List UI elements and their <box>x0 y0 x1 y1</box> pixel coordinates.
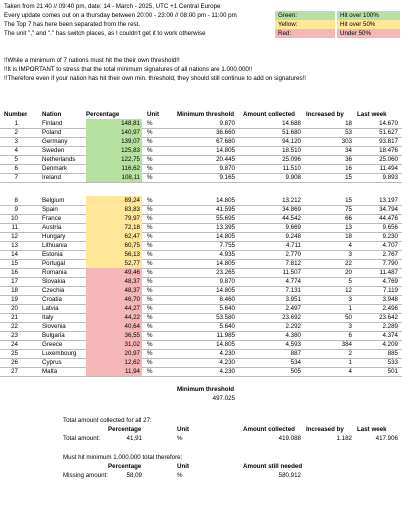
cell-last-week: 11.487 <box>379 269 398 276</box>
cell-number: 27 <box>11 368 18 375</box>
cell-amount-collected: 9.908 <box>285 174 301 181</box>
cell-increased-by: 384 <box>341 341 352 348</box>
cell-min-threshold: 13.395 <box>216 224 235 231</box>
cell-unit: % <box>147 215 153 222</box>
table-row <box>0 146 402 155</box>
cell-amount-collected: 4.380 <box>285 332 301 339</box>
cell-nation: Bulgaria <box>42 332 65 339</box>
table-row <box>0 128 402 137</box>
cell-number: 26 <box>11 359 18 366</box>
cell-last-week: 2.289 <box>382 323 398 330</box>
table-row <box>0 214 402 223</box>
cell-increased-by: 1 <box>348 359 352 366</box>
cell-min-threshold: 14.805 <box>216 197 235 204</box>
header-amount-collected: Amount collected <box>243 111 295 118</box>
cell-min-threshold: 9.870 <box>219 278 235 285</box>
cell-last-week: 25.060 <box>379 156 398 163</box>
cell-min-threshold: 36.660 <box>216 129 235 136</box>
table-row <box>0 259 402 268</box>
cell-number: 12 <box>11 233 18 240</box>
cell-nation: Croatia <box>42 296 62 303</box>
cell-amount-collected: 51.680 <box>282 129 301 136</box>
cell-amount-collected: 7.812 <box>285 260 301 267</box>
min-threshold-sum-value: 497.025 <box>212 395 235 402</box>
cell-unit: % <box>147 174 153 181</box>
cell-nation: Austria <box>42 224 62 231</box>
cell-min-threshold: 9.165 <box>219 174 235 181</box>
cell-unit: % <box>147 233 153 240</box>
cell-nation: Portugal <box>42 260 66 267</box>
cell-number: 18 <box>11 287 18 294</box>
cell-unit: % <box>147 138 153 145</box>
cell-last-week: 13.197 <box>379 197 398 204</box>
cell-last-week: 885 <box>387 350 398 357</box>
cell-increased-by: 4 <box>348 368 352 375</box>
cell-increased-by: 50 <box>345 314 352 321</box>
info-line-1: Taken from 21:40 // 09:40 pm, date: 14 - March - 2025, UTC +1 Central Europe <box>4 3 221 10</box>
cell-unit: % <box>147 147 153 154</box>
cell-percentage: 44,27 <box>86 304 142 313</box>
cell-nation: Estonia <box>42 251 63 258</box>
cell-increased-by: 15 <box>345 197 352 204</box>
cell-last-week: 7.790 <box>382 260 398 267</box>
cell-amount-collected: 23.692 <box>282 314 301 321</box>
cell-min-threshold: 7.755 <box>219 242 235 249</box>
cell-min-threshold: 5.640 <box>219 305 235 312</box>
cell-increased-by: 3 <box>348 296 352 303</box>
cell-amount-collected: 11.510 <box>282 165 301 172</box>
cell-number: 10 <box>11 215 18 222</box>
cell-number: 4 <box>14 147 18 154</box>
cell-last-week: 9.893 <box>382 174 398 181</box>
cell-increased-by: 3 <box>348 251 352 258</box>
cell-percentage: 48,37 <box>86 277 142 286</box>
cell-unit: % <box>147 368 153 375</box>
cell-min-threshold: 14.805 <box>216 233 235 240</box>
cell-increased-by: 66 <box>345 215 352 222</box>
cell-nation: Latvia <box>42 305 59 312</box>
table-row <box>0 331 402 340</box>
cell-amount-collected: 13.212 <box>282 197 301 204</box>
table-row <box>0 340 402 349</box>
cell-percentage: 20,97 <box>86 349 142 358</box>
cell-percentage: 116,62 <box>86 164 142 173</box>
cell-number: 24 <box>11 341 18 348</box>
cell-min-threshold: 9.870 <box>219 165 235 172</box>
cell-amount-collected: 2.292 <box>285 323 301 330</box>
cell-nation: Greece <box>42 341 63 348</box>
total-title: Total amount collected for all 27: <box>63 417 152 424</box>
table-row <box>0 268 402 277</box>
cell-amount-collected: 34.869 <box>282 206 301 213</box>
cell-last-week: 2.767 <box>382 251 398 258</box>
table-row <box>0 349 402 358</box>
cell-percentage: 46,70 <box>86 295 142 304</box>
cell-last-week: 501 <box>387 368 398 375</box>
cell-min-threshold: 4.935 <box>219 251 235 258</box>
cell-amount-collected: 4.774 <box>285 278 301 285</box>
table-row <box>0 304 402 313</box>
total-last-week: 417.906 <box>375 435 398 442</box>
legend-green-text: Hit over 100% <box>337 11 400 20</box>
cell-percentage: 79,97 <box>86 214 142 223</box>
cell-increased-by: 22 <box>345 260 352 267</box>
header-min-threshold: Minimum threshold <box>177 111 235 118</box>
total-collected: 419.088 <box>278 435 301 442</box>
missing-label: Missing amount: <box>63 472 109 479</box>
cell-amount-collected: 44.542 <box>282 215 301 222</box>
cell-min-threshold: 4.230 <box>219 368 235 375</box>
cell-increased-by: 1 <box>348 305 352 312</box>
cell-nation: Germany <box>42 138 68 145</box>
cell-unit: % <box>147 359 153 366</box>
total-title-row <box>0 416 402 425</box>
header-nation: Nation <box>42 111 62 118</box>
info-line-2: Every update comes out on a thursday between 20:00 - 23:00 // 08:00 pm - 11:00 pm <box>4 12 237 19</box>
cell-percentage: 125,83 <box>86 146 142 155</box>
cell-last-week: 44.476 <box>379 215 398 222</box>
cell-number: 1 <box>14 120 18 127</box>
cell-amount-collected: 505 <box>290 368 301 375</box>
cell-number: 9 <box>14 206 18 213</box>
total-label: Total amount: <box>63 435 101 442</box>
cell-last-week: 23.642 <box>379 314 398 321</box>
cell-last-week: 7.119 <box>382 287 398 294</box>
cell-min-threshold: 23.265 <box>216 269 235 276</box>
cell-percentage: 11,94 <box>86 367 142 376</box>
cell-amount-collected: 94.120 <box>282 138 301 145</box>
cell-min-threshold: 4.230 <box>219 350 235 357</box>
missing-unit: % <box>177 472 183 479</box>
cell-percentage: 56,13 <box>86 250 142 259</box>
cell-amount-collected: 14.688 <box>282 120 301 127</box>
cell-unit: % <box>147 350 153 357</box>
cell-nation: Poland <box>42 129 62 136</box>
cell-number: 3 <box>14 138 18 145</box>
cell-min-threshold: 5.640 <box>219 323 235 330</box>
cell-min-threshold: 55.695 <box>216 215 235 222</box>
cell-nation: Netherlands <box>42 156 76 163</box>
cell-amount-collected: 3.951 <box>285 296 301 303</box>
cell-amount-collected: 4.593 <box>285 341 301 348</box>
cell-amount-collected: 534 <box>290 359 301 366</box>
cell-unit: % <box>147 323 153 330</box>
cell-min-threshold: 41.595 <box>216 206 235 213</box>
cell-min-threshold: 14.805 <box>216 341 235 348</box>
cell-last-week: 9.230 <box>382 233 398 240</box>
missing-header-row: Percentage Unit Amount still needed <box>108 463 303 470</box>
table-row <box>0 164 402 173</box>
cell-number: 15 <box>11 260 18 267</box>
table-row <box>0 119 402 128</box>
cell-unit: % <box>147 341 153 348</box>
cell-increased-by: 18 <box>345 233 352 240</box>
cell-min-threshold: 20.445 <box>216 156 235 163</box>
table-row <box>0 250 402 259</box>
cell-increased-by: 12 <box>345 287 352 294</box>
table-row <box>0 358 402 367</box>
cell-increased-by: 4 <box>348 242 352 249</box>
cell-increased-by: 303 <box>341 138 352 145</box>
missing-percentage: 58,09 <box>126 472 142 479</box>
legend-red-text: Under 50% <box>337 29 400 38</box>
min-threshold-sum-label-row <box>0 385 402 394</box>
table-header <box>0 110 402 119</box>
cell-percentage: 31,02 <box>86 340 142 349</box>
info-line-4: The unit "," and "." has switch places, as I couldn't get it to work otherwise <box>4 30 206 37</box>
cell-nation: Ireland <box>42 174 61 181</box>
missing-title: Must hit minimum 1.000.000 total therefore: <box>63 454 183 461</box>
total-values-row <box>0 434 402 443</box>
cell-unit: % <box>147 305 153 312</box>
cell-number: 22 <box>11 323 18 330</box>
cell-percentage: 148,81 <box>86 119 142 128</box>
cell-last-week: 3.948 <box>382 296 398 303</box>
total-header-row: Percentage Unit Amount collected Increased by Last week <box>108 426 387 433</box>
cell-nation: Lithuania <box>42 242 68 249</box>
cell-unit: % <box>147 251 153 258</box>
cell-last-week: 11.494 <box>379 165 398 172</box>
cell-nation: France <box>42 215 62 222</box>
cell-min-threshold: 4.230 <box>219 359 235 366</box>
cell-nation: Hungary <box>42 233 66 240</box>
cell-min-threshold: 14.805 <box>216 147 235 154</box>
cell-increased-by: 34 <box>345 147 352 154</box>
table-row <box>0 277 402 286</box>
cell-percentage: 83,83 <box>86 205 142 214</box>
cell-unit: % <box>147 156 153 163</box>
cell-number: 6 <box>14 165 18 172</box>
cell-last-week: 4.707 <box>382 242 398 249</box>
cell-percentage: 48,37 <box>86 286 142 295</box>
cell-unit: % <box>147 278 153 285</box>
table-row <box>0 196 402 205</box>
cell-increased-by: 3 <box>348 323 352 330</box>
cell-min-threshold: 14.805 <box>216 287 235 294</box>
total-increased: 1.182 <box>336 435 352 442</box>
table-row <box>0 322 402 331</box>
cell-increased-by: 36 <box>345 156 352 163</box>
cell-percentage: 49,46 <box>86 268 142 277</box>
table-row <box>0 173 402 182</box>
table-row <box>0 155 402 164</box>
cell-increased-by: 53 <box>345 129 352 136</box>
table-row <box>0 295 402 304</box>
cell-unit: % <box>147 269 153 276</box>
missing-values-row <box>0 471 402 480</box>
cell-number: 25 <box>11 350 18 357</box>
cell-number: 5 <box>14 156 18 163</box>
cell-percentage: 60,75 <box>86 241 142 250</box>
min-threshold-sum-label: Minimum threshold <box>177 386 235 393</box>
missing-title-row <box>0 453 402 462</box>
note-2: !!It is IMPORTANT to stress that the total minimum signatures of all nations are 1.000.000!! <box>4 66 253 73</box>
cell-increased-by: 20 <box>345 269 352 276</box>
header-number: Number <box>4 111 28 118</box>
cell-unit: % <box>147 260 153 267</box>
cell-number: 19 <box>11 296 18 303</box>
cell-amount-collected: 11.507 <box>282 269 301 276</box>
cell-percentage: 139,07 <box>86 137 142 146</box>
cell-unit: % <box>147 242 153 249</box>
cell-number: 2 <box>14 129 18 136</box>
cell-percentage: 40,64 <box>86 322 142 331</box>
cell-last-week: 14.670 <box>379 120 398 127</box>
cell-amount-collected: 9.669 <box>285 224 301 231</box>
cell-number: 13 <box>11 242 18 249</box>
cell-percentage: 12,62 <box>86 358 142 367</box>
cell-last-week: 9.656 <box>382 224 398 231</box>
cell-percentage: 44,22 <box>86 313 142 322</box>
header-percentage: Percentage <box>86 111 120 118</box>
cell-unit: % <box>147 296 153 303</box>
cell-unit: % <box>147 129 153 136</box>
legend-yellow-label: Yellow: <box>275 20 335 29</box>
cell-percentage: 52,77 <box>86 259 142 268</box>
cell-min-threshold: 67.680 <box>216 138 235 145</box>
cell-min-threshold: 8.460 <box>219 296 235 303</box>
cell-nation: Cyprus <box>42 359 62 366</box>
cell-min-threshold: 11.985 <box>216 332 235 339</box>
cell-min-threshold: 9.870 <box>219 120 235 127</box>
cell-unit: % <box>147 224 153 231</box>
cell-amount-collected: 7.131 <box>285 287 301 294</box>
legend-red-label: Red: <box>275 29 335 38</box>
info-line-3: The Top 7 has here been separated from the rest. <box>4 21 141 28</box>
cell-min-threshold: 14.805 <box>216 260 235 267</box>
cell-number: 7 <box>14 174 18 181</box>
cell-nation: Spain <box>42 206 58 213</box>
header-last-week: Last week <box>357 111 387 118</box>
cell-last-week: 93.817 <box>379 138 398 145</box>
cell-number: 17 <box>11 278 18 285</box>
cell-amount-collected: 18.510 <box>282 147 301 154</box>
cell-nation: Slovenia <box>42 323 66 330</box>
cell-percentage: 122,75 <box>86 155 142 164</box>
cell-number: 23 <box>11 332 18 339</box>
table-row <box>0 232 402 241</box>
cell-increased-by: 2 <box>348 350 352 357</box>
cell-increased-by: 16 <box>345 165 352 172</box>
cell-nation: Denmark <box>42 165 68 172</box>
cell-nation: Luxembourg <box>42 350 77 357</box>
cell-last-week: 4.374 <box>382 332 398 339</box>
cell-last-week: 34.794 <box>379 206 398 213</box>
cell-nation: Belgium <box>42 197 65 204</box>
legend-green-label: Green: <box>275 11 335 20</box>
cell-unit: % <box>147 165 153 172</box>
cell-min-threshold: 53.580 <box>216 314 235 321</box>
cell-unit: % <box>147 197 153 204</box>
cell-number: 20 <box>11 305 18 312</box>
cell-percentage: 140,97 <box>86 128 142 137</box>
cell-last-week: 4.769 <box>382 278 398 285</box>
header-unit: Unit <box>147 111 160 118</box>
table-row <box>0 286 402 295</box>
cell-amount-collected: 4.711 <box>285 242 301 249</box>
cell-last-week: 51.627 <box>379 129 398 136</box>
min-threshold-sum-row <box>0 394 402 403</box>
cell-increased-by: 15 <box>345 174 352 181</box>
cell-unit: % <box>147 332 153 339</box>
cell-unit: % <box>147 314 153 321</box>
cell-amount-collected: 25.096 <box>282 156 301 163</box>
cell-unit: % <box>147 120 153 127</box>
cell-percentage: 72,18 <box>86 223 142 232</box>
table-row <box>0 367 402 376</box>
note-1: !!While a minimum of 7 nations must hit the their own threshold!! <box>4 57 180 64</box>
header-increased-by: Increased by <box>306 111 344 118</box>
cell-percentage: 36,55 <box>86 331 142 340</box>
cell-increased-by: 6 <box>348 332 352 339</box>
cell-number: 14 <box>11 251 18 258</box>
cell-amount-collected: 9.248 <box>285 233 301 240</box>
cell-nation: Malta <box>42 368 58 375</box>
cell-nation: Slovakia <box>42 278 66 285</box>
cell-number: 16 <box>11 269 18 276</box>
cell-last-week: 533 <box>387 359 398 366</box>
total-percentage: 41,91 <box>126 435 142 442</box>
cell-amount-collected: 887 <box>290 350 301 357</box>
table-row <box>0 223 402 232</box>
cell-nation: Czechia <box>42 287 65 294</box>
cell-increased-by: 75 <box>345 206 352 213</box>
cell-number: 11 <box>11 224 18 231</box>
legend-yellow-text: Hit over 50% <box>337 20 400 29</box>
cell-nation: Sweden <box>42 147 65 154</box>
cell-last-week: 2.496 <box>382 305 398 312</box>
table-row <box>0 137 402 146</box>
cell-last-week: 18.476 <box>379 147 398 154</box>
cell-number: 21 <box>11 314 18 321</box>
cell-increased-by: 5 <box>348 278 352 285</box>
cell-percentage: 108,11 <box>86 173 142 182</box>
cell-nation: Finland <box>42 120 63 127</box>
cell-last-week: 4.209 <box>382 341 398 348</box>
cell-nation: Romania <box>42 269 67 276</box>
cell-percentage: 62,47 <box>86 232 142 241</box>
table-row <box>0 313 402 322</box>
cell-unit: % <box>147 287 153 294</box>
total-unit: % <box>177 435 183 442</box>
cell-number: 8 <box>14 197 18 204</box>
missing-amount-needed: 580.912 <box>278 472 301 479</box>
cell-nation: Italy <box>42 314 54 321</box>
table-row <box>0 241 402 250</box>
note-3: !!Therefore even if your nation has hit their own min. threshold, they should still continue to add on signatures!! <box>4 75 306 82</box>
cell-increased-by: 18 <box>345 120 352 127</box>
cell-percentage: 89,24 <box>86 196 142 205</box>
cell-unit: % <box>147 206 153 213</box>
table-row <box>0 205 402 214</box>
cell-amount-collected: 2.497 <box>285 305 301 312</box>
cell-amount-collected: 2.770 <box>285 251 301 258</box>
cell-increased-by: 13 <box>345 224 352 231</box>
